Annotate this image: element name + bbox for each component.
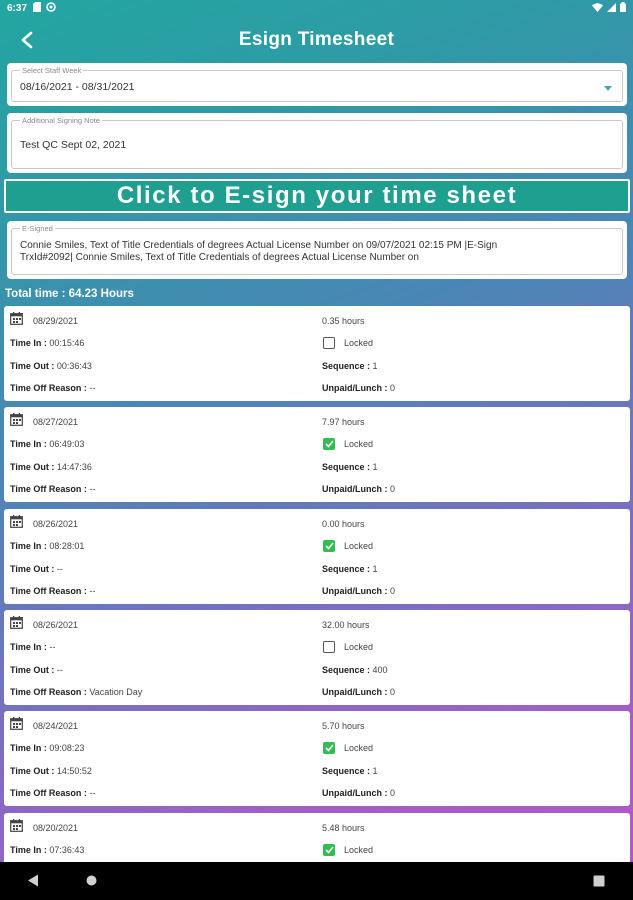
sequence-label: Sequence : — [322, 462, 371, 472]
calendar-icon — [10, 413, 23, 426]
entry-date: 08/27/2021 — [33, 417, 79, 427]
time-out-label: Time Out : — [10, 766, 55, 776]
calendar-icon — [10, 819, 23, 832]
sd-card-icon — [33, 2, 41, 15]
time-off-reason-value: -- — [89, 788, 96, 798]
time-off-reason-label: Time Off Reason : — [10, 484, 87, 494]
sequence-label: Sequence : — [322, 766, 371, 776]
staff-week-select[interactable] — [7, 63, 627, 106]
sequence-value: 400 — [372, 665, 388, 675]
signing-note-label: Additional Signing Note — [22, 116, 100, 125]
app-bar — [0, 17, 633, 63]
time-in-value: 09:08:23 — [49, 743, 85, 753]
sequence-label: Sequence : — [322, 665, 371, 675]
time-in-label: Time In : — [10, 541, 47, 551]
unpaid-lunch-label: Unpaid/Lunch : — [322, 687, 388, 697]
time-out-label: Time Out : — [10, 665, 55, 675]
time-in-label: Time In : — [10, 338, 47, 348]
time-out-label: Time Out : — [10, 462, 55, 472]
staff-week-value: 08/16/2021 - 08/31/2021 — [20, 81, 135, 93]
entry-hours: 5.48 hours — [322, 823, 365, 833]
unpaid-lunch-label: Unpaid/Lunch : — [322, 484, 388, 494]
status-bar — [0, 0, 633, 17]
time-off-reason-value: -- — [89, 586, 96, 596]
arrow-back-icon[interactable] — [14, 27, 40, 53]
entry-hours: 32.00 hours — [322, 620, 370, 630]
unpaid-lunch-value: 0 — [390, 788, 396, 798]
page-title: Esign Timesheet — [238, 29, 395, 50]
time-in-value: -- — [49, 642, 56, 652]
app-icon — [46, 2, 56, 15]
time-out-value: 14:47:36 — [56, 462, 92, 472]
time-off-reason-value: -- — [89, 383, 96, 393]
time-off-reason-value: Vacation Day — [89, 687, 143, 697]
locked-checkbox[interactable] — [323, 337, 335, 349]
system-nav-bar — [0, 862, 633, 900]
calendar-icon — [10, 717, 23, 730]
esigned-label: E-Signed — [22, 224, 53, 233]
signing-note-value: Test QC Sept 02, 2021 — [20, 139, 127, 151]
unpaid-lunch-label: Unpaid/Lunch : — [322, 586, 388, 596]
sequence-label: Sequence : — [322, 564, 371, 574]
staff-week-label: Select Staff Week — [22, 66, 82, 75]
entry-date: 08/26/2021 — [33, 620, 79, 630]
locked-label: Locked — [344, 743, 374, 753]
entry-date: 08/29/2021 — [33, 316, 79, 326]
time-in-value: 06:49:03 — [49, 439, 85, 449]
time-off-reason-label: Time Off Reason : — [10, 383, 87, 393]
sequence-label: Sequence : — [322, 361, 371, 371]
time-in-label: Time In : — [10, 743, 47, 753]
time-off-reason-label: Time Off Reason : — [10, 788, 87, 798]
entry-hours: 0.00 hours — [322, 519, 365, 529]
wifi-icon — [592, 3, 603, 15]
locked-label: Locked — [344, 541, 374, 551]
locked-checkbox[interactable] — [323, 742, 335, 754]
sequence-value: 1 — [372, 564, 378, 574]
esigned-line-2: TrxId#2092| Connie Smiles, Text of Title Credentials of degrees Actual License Number on — [20, 252, 419, 263]
back-triangle-icon[interactable] — [27, 874, 39, 892]
entry-date: 08/20/2021 — [33, 823, 79, 833]
timesheet-entry-card[interactable] — [4, 407, 630, 502]
locked-checkbox[interactable] — [323, 641, 335, 653]
time-out-value: -- — [56, 665, 63, 675]
unpaid-lunch-label: Unpaid/Lunch : — [322, 383, 388, 393]
time-off-reason-label: Time Off Reason : — [10, 687, 87, 697]
home-circle-icon[interactable] — [85, 874, 98, 892]
locked-checkbox[interactable] — [323, 540, 335, 552]
unpaid-lunch-value: 0 — [390, 484, 396, 494]
time-in-label: Time In : — [10, 439, 47, 449]
time-in-value: 07:36:43 — [49, 845, 85, 855]
entry-hours: 7.97 hours — [322, 417, 365, 427]
entry-hours: 0.35 hours — [322, 316, 365, 326]
sequence-value: 1 — [372, 766, 378, 776]
recents-square-icon[interactable] — [593, 874, 605, 892]
entry-date: 08/24/2021 — [33, 721, 79, 731]
esigned-field — [7, 221, 627, 279]
timesheet-list[interactable] — [0, 306, 633, 862]
signal-icon — [607, 3, 616, 15]
time-out-label: Time Out : — [10, 361, 55, 371]
calendar-icon — [10, 312, 23, 325]
sequence-value: 1 — [372, 361, 378, 371]
battery-icon — [620, 2, 626, 15]
total-time: Total time : 64.23 Hours — [5, 288, 134, 300]
calendar-icon — [10, 616, 23, 629]
unpaid-lunch-value: 0 — [390, 383, 396, 393]
timesheet-entry-card[interactable] — [4, 610, 630, 705]
time-in-value: 00:15:46 — [49, 338, 85, 348]
time-off-reason-value: -- — [89, 484, 96, 494]
entry-hours: 5.70 hours — [322, 721, 365, 731]
status-time: 6:37 — [7, 3, 28, 14]
entry-date: 08/26/2021 — [33, 519, 79, 529]
unpaid-lunch-label: Unpaid/Lunch : — [322, 788, 388, 798]
time-out-value: -- — [56, 564, 63, 574]
time-out-label: Time Out : — [10, 564, 55, 574]
signing-note-field[interactable] — [7, 113, 627, 173]
time-in-value: 08:28:01 — [49, 541, 85, 551]
locked-label: Locked — [344, 642, 374, 652]
unpaid-lunch-value: 0 — [390, 687, 396, 697]
locked-checkbox[interactable] — [323, 438, 335, 450]
time-in-label: Time In : — [10, 845, 47, 855]
time-out-value: 14:50:52 — [56, 766, 92, 776]
time-out-value: 00:36:43 — [56, 361, 92, 371]
esigned-line-1: Connie Smiles, Text of Title Credentials of degrees Actual License Number on 09/07/2021 02:15 PM |E-Sign — [20, 240, 498, 251]
timesheet-entry-card[interactable] — [4, 711, 630, 806]
calendar-icon — [10, 515, 23, 528]
dropdown-arrow-icon[interactable] — [604, 86, 612, 91]
unpaid-lunch-value: 0 — [390, 586, 396, 596]
timesheet-entry-card[interactable] — [4, 813, 630, 862]
locked-label: Locked — [344, 338, 374, 348]
time-in-label: Time In : — [10, 642, 47, 652]
timesheet-entry-card[interactable] — [4, 509, 630, 604]
locked-label: Locked — [344, 439, 374, 449]
sequence-value: 1 — [372, 462, 378, 472]
timesheet-entry-card[interactable] — [4, 306, 630, 401]
esign-button[interactable]: Click to E-sign your time sheet — [4, 179, 630, 213]
time-off-reason-label: Time Off Reason : — [10, 586, 87, 596]
locked-checkbox[interactable] — [323, 844, 335, 856]
locked-label: Locked — [344, 845, 374, 855]
